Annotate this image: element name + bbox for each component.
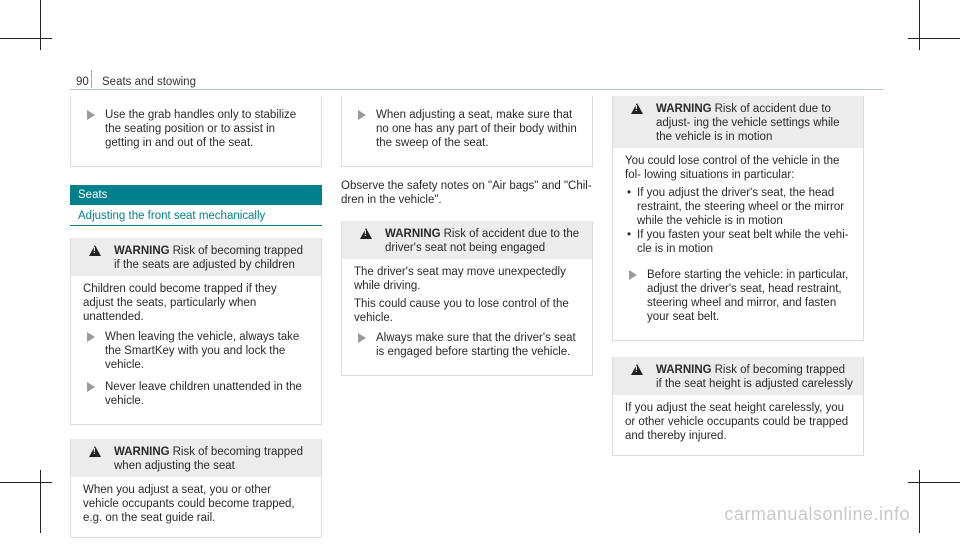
column-1: [70, 96, 322, 550]
bullet-list: [625, 186, 851, 256]
warning-box: [341, 221, 593, 376]
observe-note: Observe the safety notes on "Air bags" and "Chil- dren in the vehicle".: [341, 180, 592, 206]
instruction-step: Before starting the vehicle: in particular, adjust the driver's seat, head restraint, steering wheel and mirror, and fasten your seat belt.: [625, 268, 851, 324]
warning-header: ! WARNING Risk of becoming trapped when adjusting the seat: [71, 439, 321, 477]
warning-box: [612, 357, 864, 456]
crop-mark: [908, 38, 960, 39]
step-box: [70, 96, 322, 167]
arrow-icon: [358, 333, 366, 343]
warning-body: Children could become trapped if they adjust the seats, particularly when unattended.: [83, 283, 277, 323]
column-3: [612, 96, 864, 468]
warning-body: You could lose control of the vehicle in the fol- lowing situations in particular:: [625, 155, 840, 181]
step-box: [341, 96, 593, 167]
warning-body: The driver's seat may move unexpectedly while driving.: [354, 266, 566, 292]
arrow-icon: [87, 332, 95, 342]
crop-mark: [0, 482, 52, 483]
crop-mark: [919, 0, 920, 50]
warning-header: ! WARNING Risk of accident due to the driver's seat not being engaged: [342, 221, 592, 259]
warning-header: ! WARNING Risk of becoming trapped if the seat height is adjusted carelessly: [613, 357, 863, 395]
warning-icon: [89, 245, 101, 256]
instruction-step: Never leave children unattended in the vehicle.: [83, 380, 309, 408]
warning-box: [70, 439, 322, 538]
instruction-step: Use the grab handles only to stabilize the seating position or to assist in getting in and out of the seat.: [83, 108, 309, 150]
list-item: • If you fasten your seat belt while the vehi- cle is in motion: [625, 228, 851, 256]
list-item: • If you adjust the driver's seat, the head restraint, the steering wheel or the mirror while the vehicle is in motion: [625, 186, 851, 228]
crop-mark: [40, 0, 41, 50]
warning-header: ! WARNING Risk of becoming trapped if the seats are adjusted by children: [71, 238, 321, 276]
instruction-step: When adjusting a seat, make sure that no one has any part of their body within the sweep of the seat.: [354, 108, 580, 150]
header-rule: [70, 89, 884, 90]
crop-mark: [0, 38, 52, 39]
warning-body: This could cause you to lose control of the vehicle.: [354, 298, 569, 324]
crop-mark: [908, 482, 960, 483]
page-header: [76, 75, 196, 89]
arrow-icon: [87, 382, 95, 392]
warning-box: [612, 96, 864, 341]
warning-box: [70, 238, 322, 425]
section-heading: Seats: [70, 185, 322, 205]
crop-mark: [40, 470, 41, 533]
column-2: [341, 96, 593, 388]
watermark: carmanualsonline.info: [724, 504, 910, 524]
warning-icon: [89, 446, 101, 457]
header-divider: [91, 70, 92, 88]
instruction-step: When leaving the vehicle, always take the SmartKey with you and lock the vehicle.: [83, 330, 309, 372]
instruction-step: Always make sure that the driver's seat is engaged before starting the vehicle.: [354, 331, 580, 359]
warning-icon: [631, 103, 643, 114]
crop-mark: [919, 470, 920, 533]
arrow-icon: [87, 110, 95, 120]
subsection-heading: Adjusting the front seat mechanically: [70, 205, 322, 226]
warning-icon: [631, 364, 643, 375]
arrow-icon: [629, 270, 637, 280]
warning-header: ! WARNING Risk of accident due to adjust- ing the vehicle settings while the vehicle is in motion: [613, 96, 863, 148]
section-title: Seats and stowing: [102, 76, 196, 88]
warning-body: If you adjust the seat height carelessly, you or other vehicle occupants could be trapped and thereby injured.: [625, 402, 849, 442]
page-number: 90: [76, 76, 89, 88]
warning-icon: [360, 228, 372, 239]
arrow-icon: [358, 110, 366, 120]
warning-body: When you adjust a seat, you or other vehicle occupants could become trapped, e.g. on the seat guide rail.: [83, 484, 295, 524]
